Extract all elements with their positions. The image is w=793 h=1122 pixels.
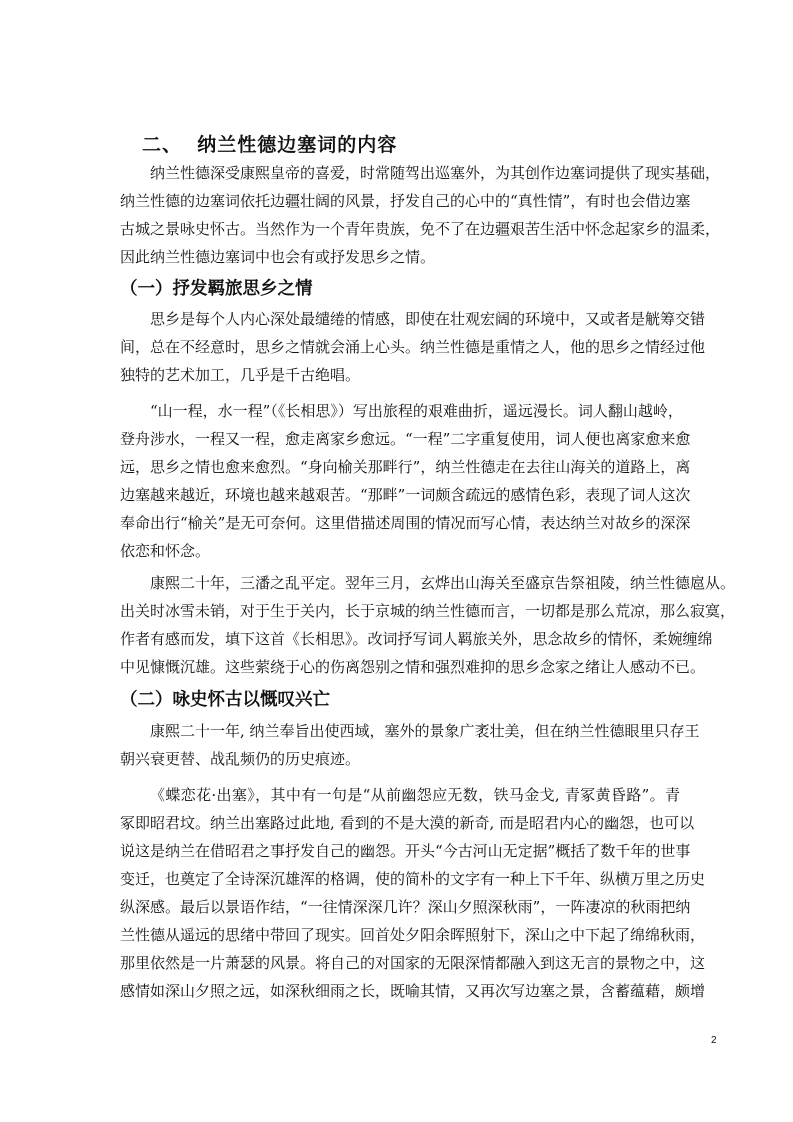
paragraph-line: 纳兰性德的边塞词依托边疆壮阔的风景，抒发自己的心中的“真性情”，有时也会借边塞 xyxy=(120,192,691,210)
paragraph-line: 古城之景咏史怀古。当然作为一个青年贵族，免不了在边疆艰苦生活中怀念起家乡的温柔， xyxy=(120,220,721,238)
paragraph-line: 思乡是每个人内心深处最缱绻的情感，即使在壮观宏阔的环境中，又或者是觥筹交错 xyxy=(150,310,706,328)
subsection-title-2: （二）咏史怀古以慨叹兴亡 xyxy=(120,690,330,710)
paragraph-line: 中见慷慨沉雄。这些萦绕于心的伤离怨别之情和强烈难抑的思乡念家之绪让人感动不已。 xyxy=(120,658,706,676)
paragraph-line: 边塞越来越近，环境也越来越艰苦。“那畔”一词颇含疏远的感情色彩，表现了词人这次 xyxy=(120,486,691,504)
page-number: 2 xyxy=(711,1035,717,1046)
paragraph-line: 朝兴衰更替、战乱频仍的历史痕迹。 xyxy=(120,750,361,768)
paragraph-line: 那里依然是一片萧瑟的风景。将自己的对国家的无限深情都融入到这无言的景物之中，这 xyxy=(120,954,706,972)
paragraph-line: 作者有感而发，填下这首《长相思》。改词抒写词人羁旅关外，思念故乡的情怀，柔婉缠绵 xyxy=(120,630,713,648)
paragraph-line: 《蝶恋花·出塞》，其中有一句是“从前幽怨应无数，铁马金戈, 青冢黄昏路”。青 xyxy=(150,786,680,804)
paragraph-line: 远，思乡之情也愈来愈烈。“身向榆关那畔行”，纳兰性德走在去往山海关的道路上，离 xyxy=(120,458,691,476)
paragraph-line: 奉命出行“榆关”是无可奈何。这里借描述周围的情况而写心情，表达纳兰对故乡的深深 xyxy=(120,514,691,532)
paragraph-line: 纵深感。最后以景语作结，“一往情深深几许？深山夕照深秋雨”，一阵凄凉的秋雨把纳 xyxy=(120,898,691,916)
paragraph-line: “山一程，水一程”（《长相思》）写出旅程的艰难曲折，遥远漫长。词人翻山越岭， xyxy=(150,402,683,420)
paragraph-line: 因此纳兰性德边塞词中也会有或抒发思乡之情。 xyxy=(120,248,436,266)
paragraph-line: 登舟涉水，一程又一程，愈走离家乡愈远。“一程”二字重复使用，词人便也离家愈来愈 xyxy=(120,430,691,448)
paragraph-line: 康熙二十一年, 纳兰奉旨出使西域，塞外的景象广袤壮美，但在纳兰性德眼里只存王 xyxy=(150,722,700,740)
paragraph-line: 说这是纳兰在借昭君之事抒发自己的幽怨。开头“今古河山无定据”概括了数千年的世事 xyxy=(120,842,691,860)
paragraph-line: 兰性德从遥远的思绪中带回了现实。回首处夕阳余晖照射下，深山之中下起了绵绵秋雨， xyxy=(120,926,706,944)
subsection-title-1: （一）抒发羁旅思乡之情 xyxy=(120,279,313,299)
paragraph-line: 变迁，也奠定了全诗深沉雄浑的格调，使的简朴的文字有一种上下千年、纵横万里之历史 xyxy=(120,870,706,888)
paragraph-line: 纳兰性德深受康熙皇帝的喜爱，时常随驾出巡塞外，为其创作边塞词提供了现实基础， xyxy=(150,164,721,182)
paragraph-line: 间，总在不经意时，思乡之情就会涌上心头。纳兰性德是重情之人，他的思乡之情经过他 xyxy=(120,338,706,356)
paragraph-line: 康熙二十年，三潘之乱平定。翌年三月，玄烨出山海关至盛京告祭祖陵，纳兰性德扈从。 xyxy=(150,574,736,592)
paragraph-line: 冢即昭君坟。纳兰出塞路过此地, 看到的不是大漠的新奇, 而是昭君内心的幽怨，也可以 xyxy=(120,814,695,832)
section-title: 二、 纳兰性德边塞词的内容 xyxy=(142,134,398,156)
paragraph-line: 感情如深山夕照之远，如深秋细雨之长，既喻其情，又再次写边塞之景，含蓄蕴藉，颇增 xyxy=(120,982,706,1000)
paragraph-line: 独特的艺术加工，几乎是千古绝唱。 xyxy=(120,366,361,384)
paragraph-line: 出关时冰雪未销，对于生于关内，长于京城的纳兰性德而言，一切都是那么荒凉，那么寂寞， xyxy=(120,602,736,620)
paragraph-line: 依恋和怀念。 xyxy=(120,542,211,560)
